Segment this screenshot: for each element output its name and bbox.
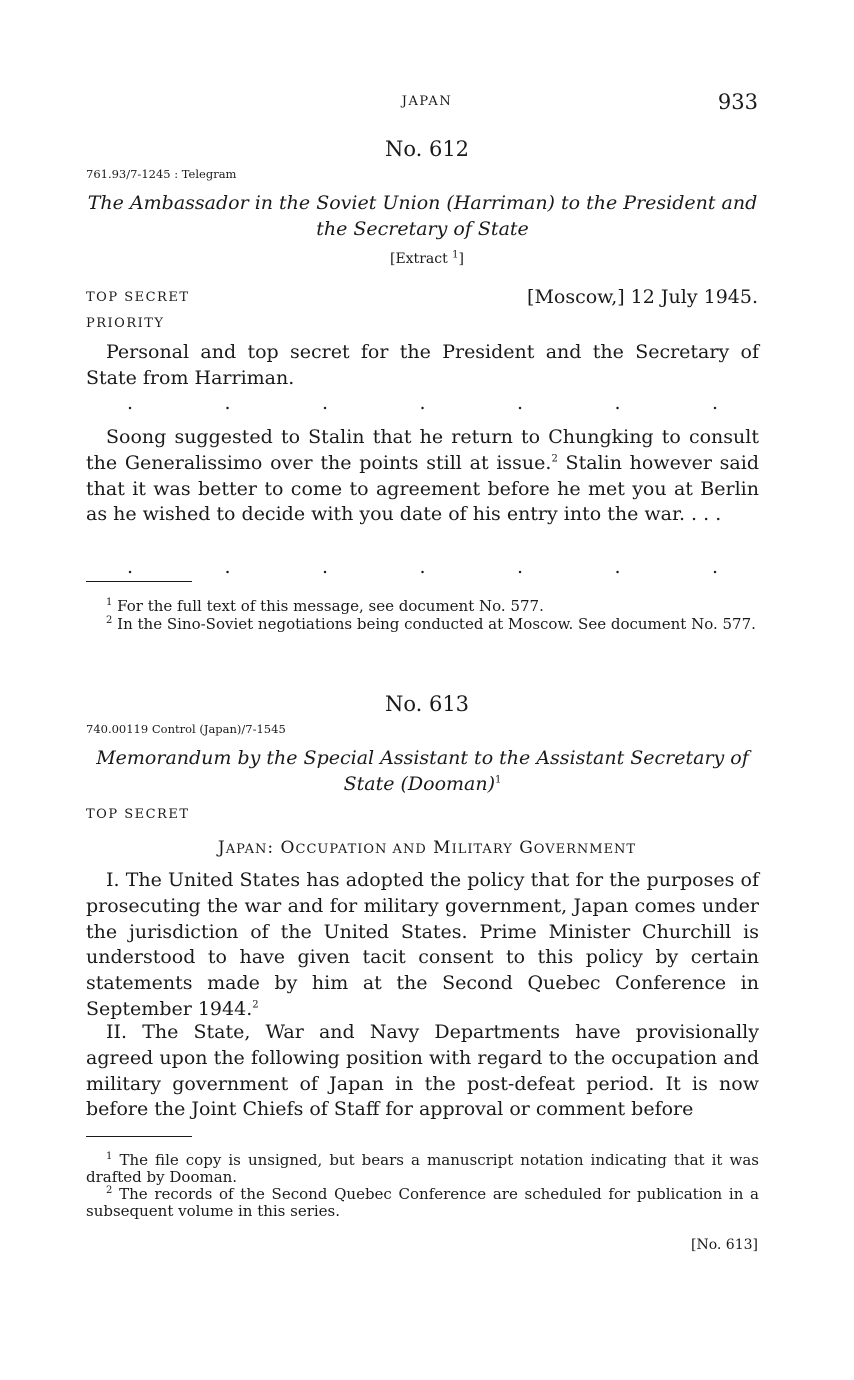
footnote-613-2 [86, 1186, 759, 1219]
page-number: 933 [717, 90, 758, 114]
priority-label: PRIORITY [86, 316, 165, 331]
footnote-rule [86, 581, 192, 582]
section-title-part: APAN [225, 842, 268, 857]
paragraph-text: Soong suggested to Stalin that he return to Chungking to consult the Generalissimo over the points still at issue. [86, 426, 759, 474]
section-title-part: ILITARY [451, 842, 513, 857]
footnote-text: The records of the Second Quebec Conference are scheduled for publication in a subsequent volume in this series. [86, 1185, 759, 1220]
dateline: [Moscow,] 12 July 1945. [527, 286, 758, 308]
paragraph-612-1: Personal and top secret for the President and the Secretary of State from Harriman. [86, 341, 759, 389]
document-number-613: No. 613 [384, 692, 470, 716]
title-line-1: Memorandum by the Special Assistant to the Assistant Secretary of [96, 747, 749, 769]
section-title-part: G [512, 838, 534, 858]
classification-612: TOP SECRET [86, 290, 190, 305]
section-title-part: OVERNMENT [533, 842, 637, 857]
footnote-mark: 1 [106, 1151, 113, 1162]
section-title-part: : O [267, 838, 296, 858]
paragraph-613-2: II. The State, War and Navy Departments have provisionally agreed upon the following position with regard to the occupation and military government of Japan in the post-defeat period. It is now before the Joint Chiefs of Staff for approval or comment before [86, 1021, 759, 1121]
running-head: JAPAN [401, 94, 453, 109]
paragraph-text: I. The United States has adopted the policy that for the purposes of prosecuting the war and for military government, Japan comes under the jurisdiction of the United States. Prime Minister Churchill is understood to have given tacit consent to this policy by certain statements made by him at the Second Quebec Conference in September 1944. [86, 869, 759, 1020]
footnote-mark: 2 [106, 1185, 113, 1196]
footnote-text: In the Sino-Soviet negotiations being conducted at Moscow. See document No. 577. [117, 615, 756, 633]
section-title [0, 838, 854, 858]
footnote-rule [86, 1136, 192, 1137]
file-reference-613: 740.00119 Control (Japan)/7-1545 [86, 722, 286, 736]
footnote-ref: 1 [495, 774, 502, 786]
paragraph-612-2 [86, 425, 759, 528]
title-line-2: the Secretary of State [316, 218, 529, 240]
paragraph-text: Stalin however said that it was better to come to agreement before he met you at Berlin as he wished to decide with you date of his entry into the war. . . . [86, 451, 759, 526]
footnote-text: The file copy is unsigned, but bears a manuscript notation indicating that it was drafted by Dooman. [86, 1151, 759, 1186]
section-title-part: J [217, 838, 226, 858]
file-reference-612: 761.93/7-1245 : Telegram [86, 167, 237, 181]
title-line-1: The Ambassador in the Soviet Union (Harriman) to the President and [87, 192, 758, 214]
classification-613: TOP SECRET [86, 807, 190, 822]
ellipsis-row: . . . . . . . [126, 556, 719, 578]
document-number-612: No. 612 [384, 137, 470, 161]
footnote-ref: 1 [452, 249, 459, 261]
footer-document-ref: [No. 613] [691, 1237, 758, 1253]
section-title-part: M [426, 838, 452, 858]
footnote-mark: 2 [106, 615, 113, 626]
document-title-612 [86, 190, 759, 242]
title-text: State (Dooman) [343, 773, 496, 795]
extract-label: [Extract $^1$] [389, 249, 464, 267]
ellipsis-row: . . . . . . . [126, 392, 719, 414]
footnote-613-1 [86, 1152, 759, 1185]
section-title-part: CCUPATION AND [295, 842, 427, 857]
footnote-mark: 1 [106, 597, 113, 608]
footnote-ref: 2 [252, 999, 259, 1011]
title-line-2 [86, 771, 759, 797]
footnote-ref: 2 [551, 453, 558, 465]
footnote-612-1 [86, 598, 759, 615]
footnote-612-2 [86, 616, 759, 633]
document-title-613 [86, 745, 759, 797]
extract-text: [Extract [389, 251, 448, 267]
footnote-text: For the full text of this message, see document No. 577. [117, 597, 544, 615]
paragraph-613-1 [86, 868, 759, 1023]
